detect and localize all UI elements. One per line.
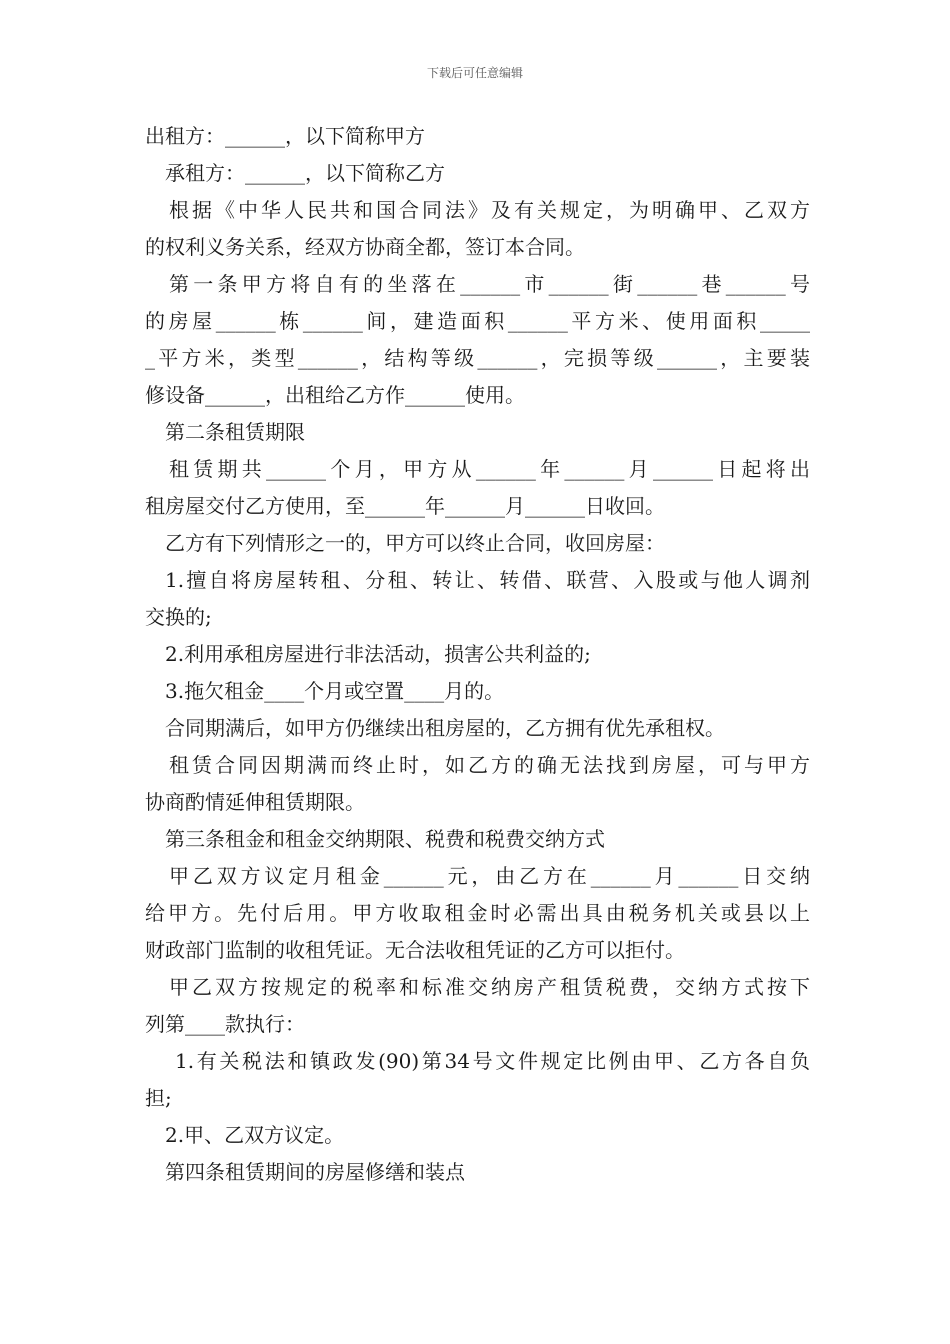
text-line: 根据《中华人民共和国合同法》及有关规定，为明确甲、乙双方	[169, 198, 810, 222]
text-line: 甲乙双方按规定的税率和标准交纳房产租赁税费，交纳方式按下	[169, 975, 810, 999]
text-line: 2.利用承租房屋进行非法活动，损害公共利益的;	[165, 642, 591, 666]
text-line: 第四条租赁期间的房屋修缮和装点	[165, 1160, 465, 1184]
text-line: _平方米，类型______，结构等级______，完损等级______，主要装	[145, 346, 810, 370]
page-header: 下载后可任意编辑	[426, 66, 523, 80]
text-line: 交换的;	[145, 605, 212, 629]
text-line: 第一条甲方将自有的坐落在______市______街______巷______号	[169, 272, 810, 296]
text-line: 列第____款执行：	[145, 1012, 305, 1036]
text-line: 合同期满后，如甲方仍继续出租房屋的，乙方拥有优先承租权。	[165, 716, 725, 740]
text-line: 1.擅自将房屋转租、分租、转让、转借、联营、入股或与他人调剂	[165, 568, 810, 592]
text-line: 给甲方。先付后用。甲方收取租金时必需出具由税务机关或县以上	[145, 901, 810, 925]
text-line: 租房屋交付乙方使用，至______年______月______日收回。	[145, 494, 665, 518]
text-line: 出租方：______，以下简称甲方	[145, 124, 425, 148]
text-line: 2.甲、乙双方议定。	[165, 1123, 345, 1147]
text-line: 协商酌情延伸租赁期限。	[145, 790, 365, 814]
text-line: 乙方有下列情形之一的，甲方可以终止合同，收回房屋：	[165, 531, 665, 555]
text-line: 担;	[145, 1086, 172, 1110]
text-line: 1.有关税法和镇政发(90)第34号文件规定比例由甲、乙方各自负	[175, 1049, 810, 1073]
text-line: 的权利义务关系，经双方协商全都，签订本合同。	[145, 235, 585, 259]
text-line: 租赁合同因期满而终止时，如乙方的确无法找到房屋，可与甲方	[169, 753, 810, 777]
text-line: 租赁期共______个月，甲方从______年______月______日起将出	[169, 457, 810, 481]
text-line: 甲乙双方议定月租金______元，由乙方在______月______日交纳	[169, 864, 810, 888]
contract-body	[145, 118, 810, 1191]
text-line: 修设备______，出租给乙方作______使用。	[145, 383, 525, 407]
text-line: 承租方：______，以下简称乙方	[165, 161, 445, 185]
text-line: 的房屋______栋______间，建造面积______平方米、使用面积_____	[145, 309, 810, 333]
text-line: 3.拖欠租金____个月或空置____月的。	[165, 679, 505, 703]
text-line: 第三条租金和租金交纳期限、税费和税费交纳方式	[165, 827, 605, 851]
text-line: 财政部门监制的收租凭证。无合法收租凭证的乙方可以拒付。	[145, 938, 685, 962]
text-line: 第二条租赁期限	[165, 420, 305, 444]
